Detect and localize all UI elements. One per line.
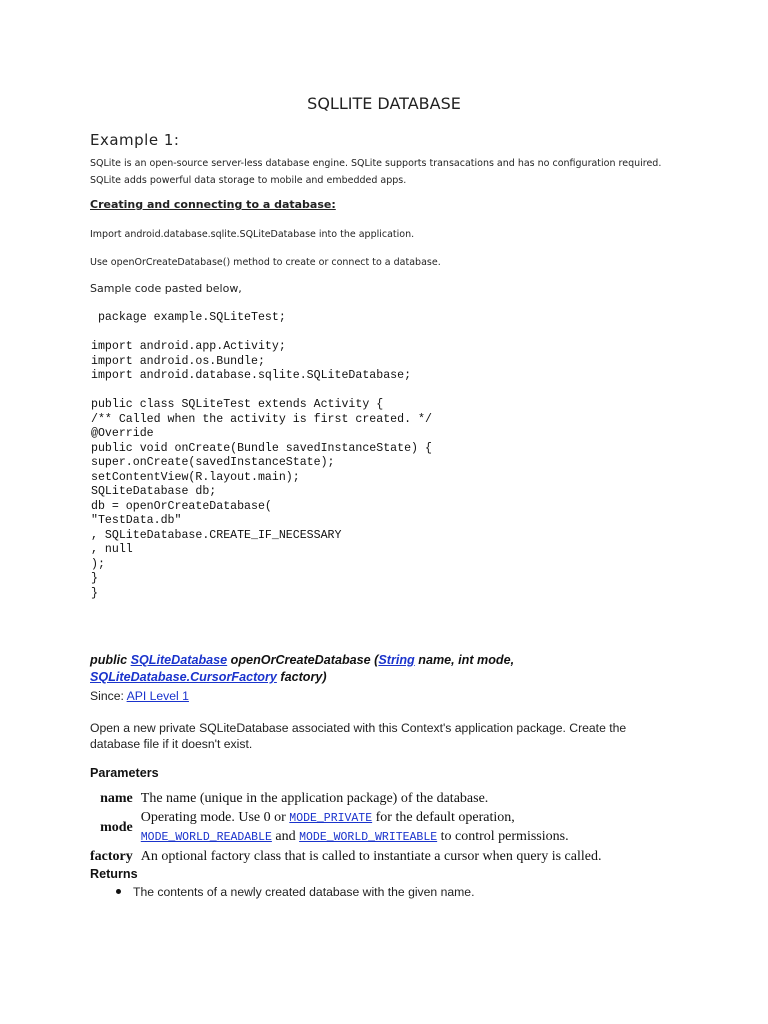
param-row-mode — [88, 809, 603, 848]
mode-desc-part-1: Operating mode. Use 0 or — [140, 809, 290, 825]
param-row-factory — [88, 848, 603, 867]
mode-desc-part-3: and — [271, 829, 300, 844]
sample-code-label: Sample code pasted below, — [90, 282, 242, 295]
example-heading: Example 1: — [90, 131, 180, 149]
cursor-factory-link[interactable]: SQLiteDatabase.CursorFactory — [90, 670, 277, 684]
param-factory-label: factory — [90, 848, 133, 864]
bullet-icon — [116, 889, 121, 894]
string-link[interactable]: String — [378, 653, 415, 667]
param-mode-desc — [139, 809, 604, 848]
param-row-name — [88, 790, 603, 809]
use-instruction: Use openOrCreateDatabase() method to create or connect to a database. — [90, 257, 441, 268]
sig-suffix: factory) — [276, 670, 327, 684]
sig-params: name, int mode, — [414, 653, 515, 667]
returns-text: The contents of a newly created database with the given name. — [133, 885, 475, 899]
mode-world-readable-link[interactable]: MODE_WORLD_READABLE — [140, 831, 272, 844]
method-description: Open a new private SQLiteDatabase associated with this Context's application package. Create the database file if it doesn't exist. — [90, 721, 627, 751]
sig-method: openOrCreateDatabase ( — [227, 653, 379, 667]
since-line — [90, 689, 189, 703]
sig-prefix: public — [90, 653, 131, 667]
method-signature — [90, 652, 610, 686]
import-instruction: Import android.database.sqlite.SQLiteDatabase into the application. — [90, 229, 415, 240]
intro-paragraph: SQLite is an open-source server-less database engine. SQLite supports transacations and has no configuration required. SQLite adds powerful data storage to mobile and embedded apps. — [90, 158, 662, 186]
api-level-link[interactable]: API Level 1 — [126, 689, 189, 703]
param-name-label: name — [100, 791, 133, 806]
returns-list-item — [116, 885, 474, 899]
parameters-heading: Parameters — [90, 766, 159, 780]
param-mode-label: mode — [100, 819, 133, 835]
returns-heading: Returns — [90, 867, 138, 881]
param-name-desc: The name (unique in the application package) of the database. — [140, 791, 489, 806]
mode-world-writeable-link[interactable]: MODE_WORLD_WRITEABLE — [299, 831, 438, 844]
mode-desc-part-2: for the default operation, — [372, 809, 515, 825]
parameters-table — [88, 790, 603, 866]
param-factory-desc: An optional factory class that is called to instantiate a cursor when query is called. — [140, 848, 602, 864]
mode-private-link[interactable]: MODE_PRIVATE — [289, 811, 373, 825]
mode-desc-part-4: to control permissions. — [437, 829, 569, 844]
code-block: package example.SQLiteTest; import android.app.Activity; import android.os.Bundle; import android.database.sqlite.SQLiteDatabase; public class SQLiteTest extends Activity { /** Called when the activity is first created. */ @Override public void onCreate(Bundle savedInstanceState) { super.onCreate(savedInstanceState); setContentView(R.layout.main); SQLiteDatabase db; db = openOrCreateDatabase( "TestData.db" , SQLiteDatabase.CREATE_IF_NECESSARY , null ); } } — [91, 311, 432, 600]
page-title: SQLLITE DATABASE — [307, 94, 461, 113]
section-heading: Creating and connecting to a database: — [90, 198, 336, 211]
sqlitedatabase-link[interactable]: SQLiteDatabase — [130, 653, 228, 667]
since-label: Since: — [90, 689, 127, 703]
